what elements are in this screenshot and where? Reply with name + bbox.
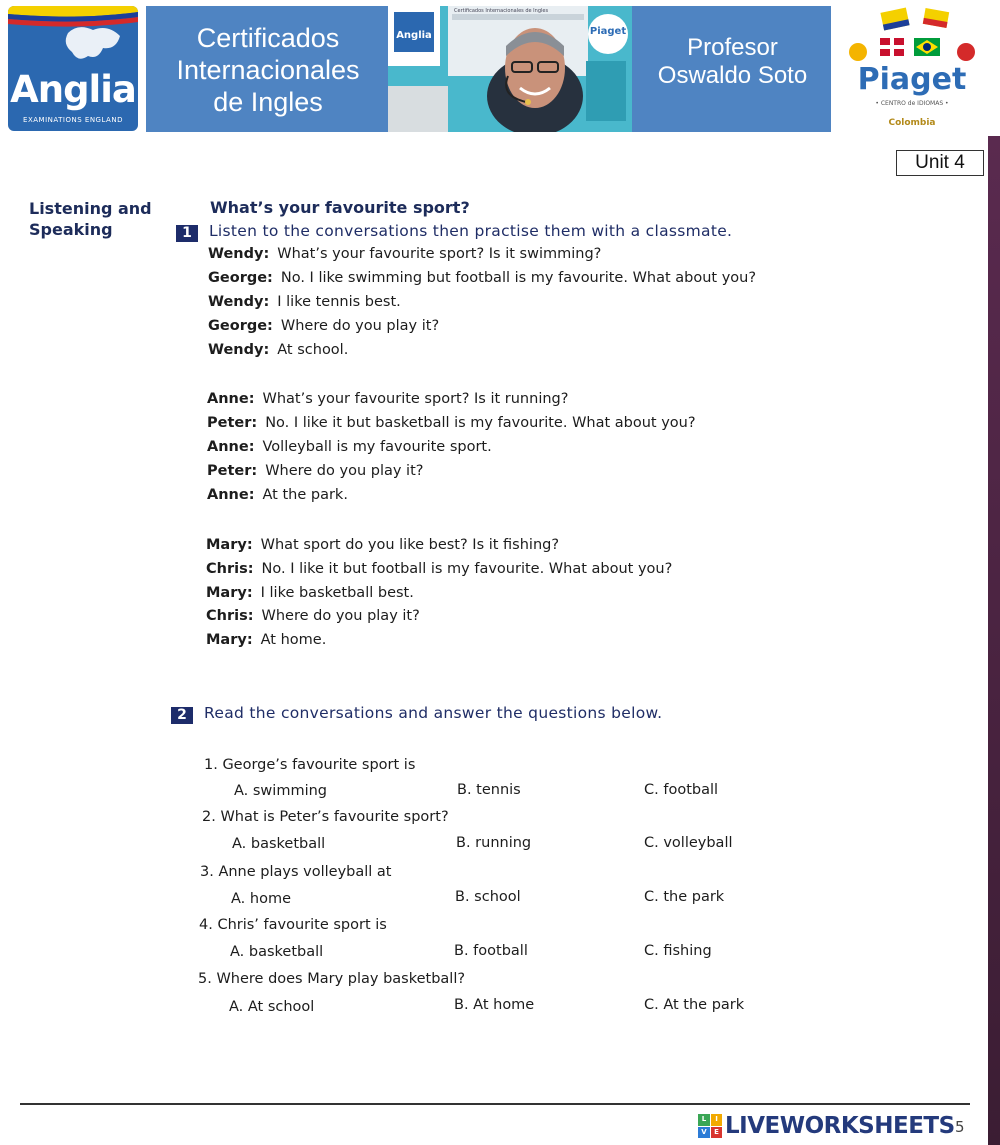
teacher-name-line: Oswaldo Soto (657, 62, 808, 89)
icon-letter: V (698, 1127, 710, 1139)
speaker: Chris: (206, 561, 254, 577)
dialogue-line (208, 246, 601, 262)
anglia-logo (8, 6, 138, 131)
speaker: Mary: (206, 632, 253, 648)
speaker: Mary: (206, 537, 253, 553)
dialogue-line (206, 585, 414, 601)
option-a[interactable]: A. basketball (232, 836, 326, 852)
question: 2. What is Peter’s favourite sport? (202, 809, 449, 825)
speaker: Chris: (206, 608, 254, 624)
option-c[interactable]: C. the park (644, 889, 725, 905)
utterance: I like tennis best. (277, 294, 401, 310)
icon-letter: I (711, 1114, 723, 1126)
dialogue-line (207, 415, 696, 431)
utterance: At school. (277, 342, 349, 358)
dialogue-line (208, 342, 348, 358)
section-label-line: Listening and (29, 199, 152, 218)
anglia-subtitle: EXAMINATIONS ENGLAND (23, 116, 123, 124)
exercise-2-number: 2 (171, 707, 193, 724)
utterance: What’s your favourite sport? Is it swimming? (277, 246, 602, 262)
option-b[interactable]: B. football (454, 943, 528, 959)
option-a[interactable]: A. At school (229, 999, 315, 1015)
exercise-1-instruction: Listen to the conversations then practise them with a classmate. (209, 222, 733, 240)
speaker: Anne: (207, 391, 255, 407)
option-b[interactable]: B. At home (454, 997, 535, 1013)
dialogue-line (207, 487, 348, 503)
teacher-name-line: Profesor (687, 34, 778, 61)
photo-logo-anglia: Anglia (396, 30, 432, 41)
option-b[interactable]: B. school (455, 889, 521, 905)
icon-letter: L (698, 1114, 710, 1126)
option-c[interactable]: C. At the park (644, 997, 745, 1013)
utterance: Where do you play it? (265, 463, 424, 479)
dialogue-line (207, 439, 492, 455)
page-number: 5 (955, 1118, 965, 1136)
speaker: Wendy: (208, 246, 270, 262)
speaker: George: (208, 318, 273, 334)
speaker: George: (208, 270, 273, 286)
speaker: Peter: (207, 415, 258, 431)
question: 3. Anne plays volleyball at (200, 864, 392, 880)
question: 5. Where does Mary play basketball? (198, 971, 466, 987)
option-a[interactable]: A. swimming (234, 783, 327, 799)
piaget-word: Piaget (857, 62, 967, 97)
option-a[interactable]: A. basketball (230, 944, 324, 960)
utterance: At the park. (262, 487, 348, 503)
utterance: I like basketball best. (260, 585, 414, 601)
liveworksheets-icon (698, 1114, 722, 1138)
option-c[interactable]: C. football (644, 782, 719, 798)
title-line: Internacionales (176, 55, 360, 85)
page-edge (988, 136, 1000, 1145)
question: 1. George’s favourite sport is (204, 757, 416, 773)
utterance: No. I like it but basketball is my favourite. What about you? (265, 415, 696, 431)
utterance: What sport do you like best? Is it fishing? (260, 537, 560, 553)
title-line: Certificados (196, 23, 340, 53)
section-label-line: Speaking (29, 220, 113, 239)
teacher-photo (388, 6, 632, 132)
watermark-text: LIVEWORKSHEETS (725, 1113, 955, 1139)
utterance: No. I like it but football is my favourite. What about you? (261, 561, 673, 577)
option-c[interactable]: C. volleyball (644, 835, 733, 851)
dialogue-line (206, 632, 326, 648)
bottom-rule (20, 1103, 970, 1105)
speaker: Anne: (207, 439, 255, 455)
exercise-2-instruction: Read the conversations and answer the questions below. (204, 704, 663, 722)
exercise-1-number: 1 (176, 225, 198, 242)
dialogue-line (208, 294, 401, 310)
dialogue-line (208, 270, 756, 286)
dialogue-line (207, 391, 568, 407)
option-b[interactable]: B. running (456, 835, 532, 851)
speaker: Peter: (207, 463, 258, 479)
utterance: What’s your favourite sport? Is it running? (262, 391, 569, 407)
teacher-name (634, 34, 831, 90)
flags-icon (838, 4, 986, 64)
speaker: Anne: (207, 487, 255, 503)
section-label (29, 198, 152, 240)
question: 4. Chris’ favourite sport is (199, 917, 387, 933)
teacher-photo-illustration (388, 6, 632, 132)
unit-label: Unit 4 (896, 150, 984, 176)
anglia-brand: Anglia (10, 68, 136, 111)
photo-banner-text: Certificados Internacionales de Ingles (454, 8, 549, 14)
dialogue-line (206, 608, 420, 624)
header-title (150, 22, 386, 118)
piaget-logo (838, 4, 986, 134)
page-heading: What’s your favourite sport? (210, 198, 470, 217)
option-b[interactable]: B. tennis (457, 782, 521, 798)
option-c[interactable]: C. fishing (644, 943, 712, 959)
option-a[interactable]: A. home (231, 891, 291, 907)
world-map-icon (58, 18, 128, 73)
utterance: Volleyball is my favourite sport. (262, 439, 492, 455)
dialogue-line (208, 318, 439, 334)
utterance: No. I like swimming but football is my favourite. What about you? (280, 270, 757, 286)
dialogue-line (206, 561, 672, 577)
utterance: Where do you play it? (261, 608, 420, 624)
utterance: Where do you play it? (280, 318, 440, 334)
piaget-country: Colombia (888, 118, 936, 128)
dialogue-line (206, 537, 559, 553)
photo-logo-piaget: Piaget (589, 26, 627, 37)
piaget-subtitle: • CENTRO de IDIOMAS • (875, 100, 949, 107)
dialogue-line (207, 463, 423, 479)
speaker: Wendy: (208, 342, 270, 358)
liveworksheets-watermark (698, 1112, 955, 1140)
utterance: At home. (260, 632, 327, 648)
speaker: Mary: (206, 585, 253, 601)
title-line: de Ingles (213, 87, 323, 117)
icon-letter: E (711, 1127, 723, 1139)
speaker: Wendy: (208, 294, 270, 310)
